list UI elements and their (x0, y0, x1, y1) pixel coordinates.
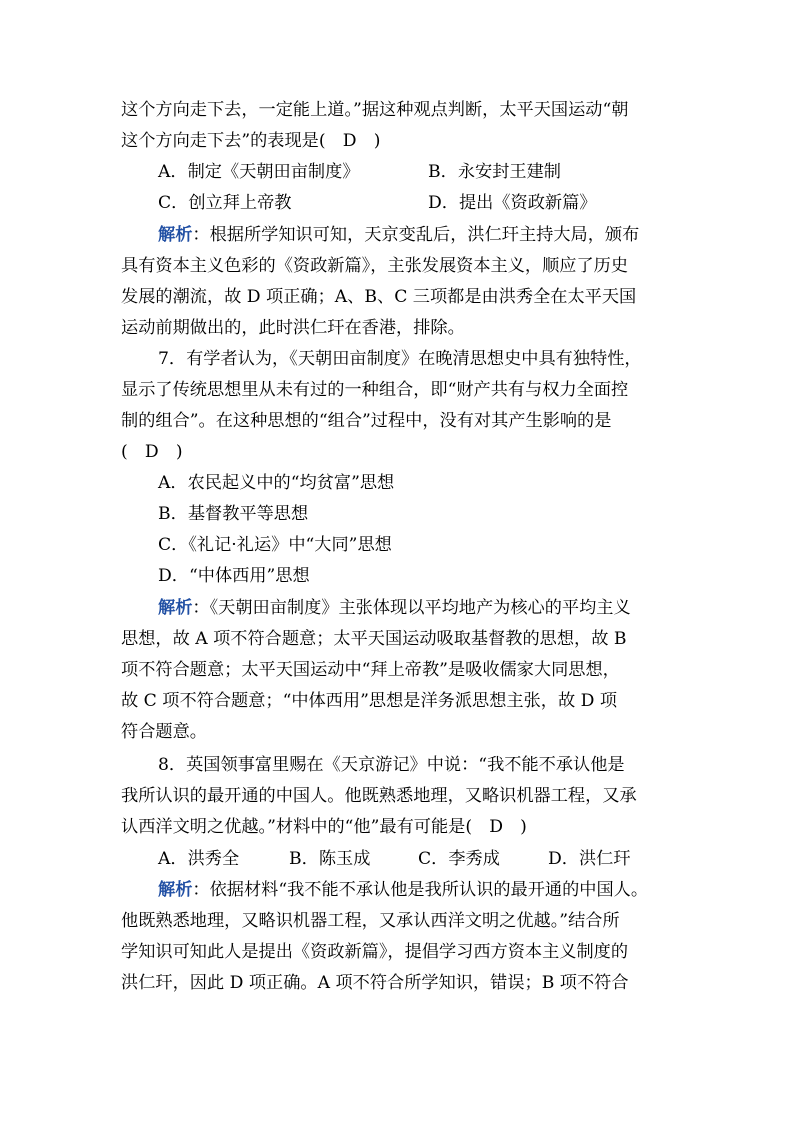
option-a: A．洪秀全 (158, 849, 240, 869)
options-row (0, 191, 794, 215)
question-stem-line: 这个方向走下去”的表现是( D ) (121, 131, 381, 151)
analysis-line: 具有资本主义色彩的《资政新篇》，主张发展资本主义，顺应了历史 (121, 256, 629, 276)
option-b: B．基督教平等思想 (158, 504, 309, 524)
options-row (0, 847, 794, 871)
options-row (0, 160, 794, 184)
option-d: D．洪仁玕 (548, 849, 631, 869)
analysis-text: ：依据材料“我不能不承认他是我所认识的最开通的中国人。 (192, 880, 649, 900)
analysis-line: 他既熟悉地理，又略识机器工程，又承认西洋文明之优越。”结合所 (121, 911, 620, 931)
analysis-label: 解析 (158, 225, 193, 245)
question-stem-line: 8．英国领事富里赐在《天京游记》中说：“我不能不承认他是 (158, 755, 625, 775)
analysis-line: 运动前期做出的，此时洪仁玕在香港，排除。 (121, 318, 465, 338)
option-d: D．提出《资政新篇》 (428, 193, 597, 213)
analysis-text: ：《天朝田亩制度》主张体现以平均地产为核心的平均主义 (192, 598, 631, 618)
question-stem-line: 我所认识的最开通的中国人。他既熟悉地理，又略识机器工程，又承 (121, 786, 637, 806)
option-a: A．制定《天朝田亩制度》 (158, 162, 360, 182)
question-stem-line: 显示了传统思想里从未有过的一种组合，即“财产共有与权力全面控 (121, 380, 629, 400)
option-a: A．农民起义中的“均贫富”思想 (158, 473, 395, 493)
option-b: B．陈玉成 (289, 849, 371, 869)
question-stem-line: 认西洋文明之优越。”材料中的“他”最有可能是( D ) (121, 817, 527, 837)
question-stem-line: 制的组合”。在这种思想的“组合”过程中，没有对其产生影响的是 (121, 411, 612, 431)
option-c: C．《礼记·礼运》中“大同”思想 (158, 535, 392, 555)
analysis-line (158, 223, 639, 247)
option-d: D．“中体西用”思想 (158, 566, 310, 586)
analysis-line: 故 C 项不符合题意；“中体西用”思想是洋务派思想主张，故 D 项 (121, 691, 618, 711)
analysis-line: 发展的潮流，故 D 项正确；A、B、C 三项都是由洪秀全在太平天国 (121, 287, 637, 307)
question-stem-line: 这个方向走下去，一定能上道。”据这种观点判断，太平天国运动“朝 (121, 100, 629, 120)
analysis-line: 洪仁玕，因此 D 项正确。A 项不符合所学知识，错误；B 项不符合 (121, 973, 629, 993)
analysis-text: ：根据所学知识可知，天京变乱后，洪仁玕主持大局，颁布 (192, 225, 640, 245)
option-c: C．创立拜上帝教 (158, 193, 292, 213)
analysis-line (158, 596, 631, 620)
option-c: C．李秀成 (418, 849, 500, 869)
analysis-line: 项不符合题意；太平天国运动中“拜上帝教”是吸收儒家大同思想， (121, 660, 620, 680)
analysis-line: 学知识可知此人是提出《资政新篇》，提倡学习西方资本主义制度的 (121, 942, 629, 962)
analysis-label: 解析 (158, 598, 193, 618)
analysis-line (158, 878, 648, 902)
option-b: B．永安封王建制 (428, 162, 561, 182)
analysis-line: 思想，故 A 项不符合题意；太平天国运动吸取基督教的思想，故 B (121, 629, 627, 649)
question-stem-line: ( D ) (121, 442, 183, 462)
analysis-label: 解析 (158, 880, 193, 900)
question-stem-line: 7．有学者认为，《天朝田亩制度》在晚清思想史中具有独特性， (158, 349, 642, 369)
analysis-line: 符合题意。 (121, 722, 207, 742)
